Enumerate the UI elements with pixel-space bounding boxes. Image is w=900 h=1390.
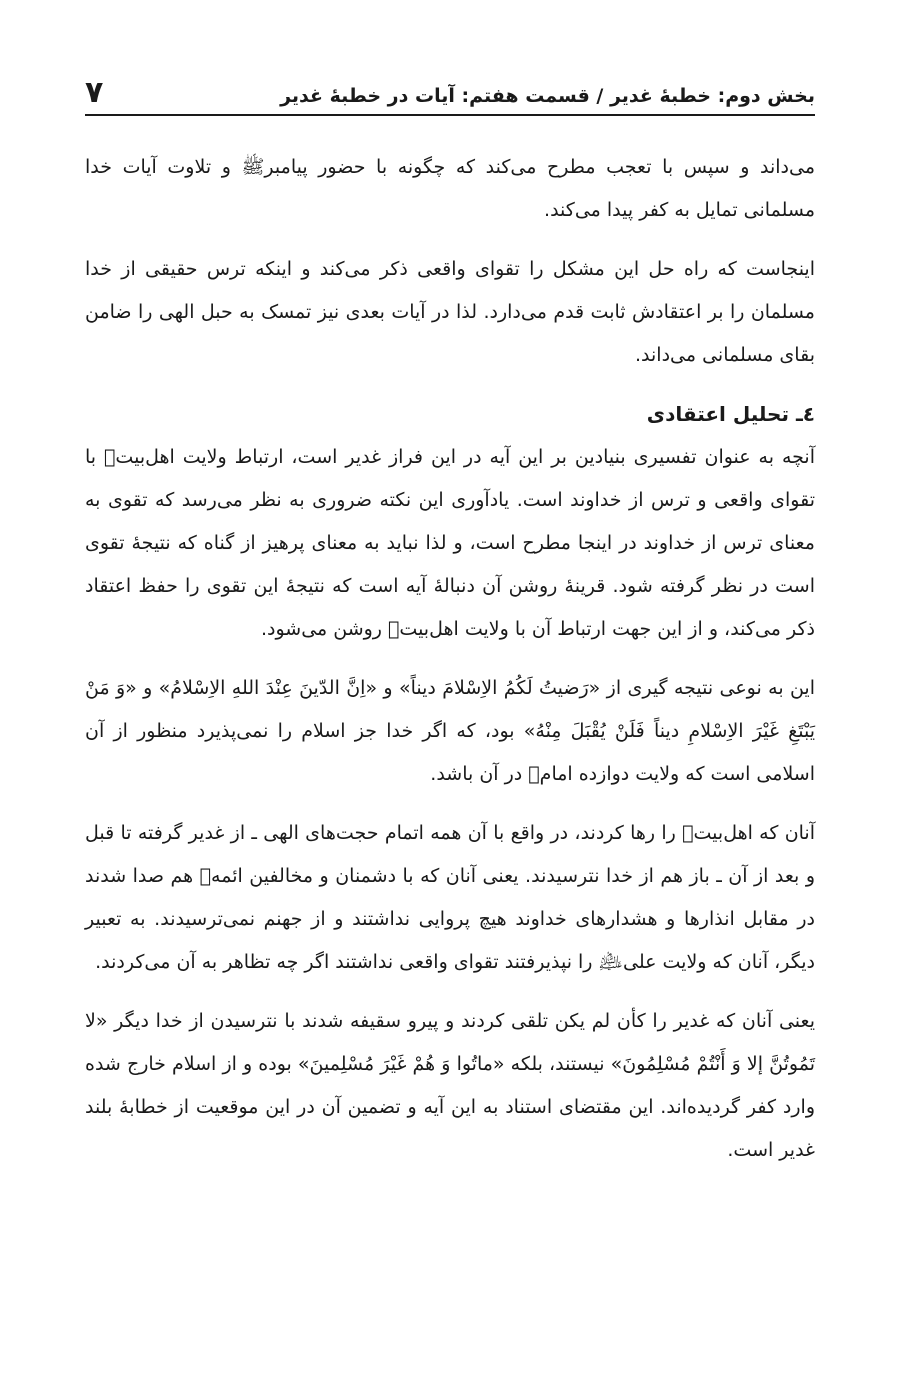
running-header-title: بخش دوم: خطبهٔ غدیر / قسمت هفتم: آیات در خطبهٔ غدیر	[280, 85, 815, 108]
paragraph-2: اینجاست که راه حل این مشکل را تقوای واقعی ذکر می‌کند و اینکه ترس حقیقی از خدا مسلمان را بر اعتقادش ثابت قدم می‌دارد. لذا در آیات بعدی نیز تمسک به حبل الهی را ضامن بقای مسلمانی می‌داند.	[85, 258, 815, 366]
paragraph-3: آنچه به عنوان تفسیری بنیادین بر این آیه در این فراز غدیر است، ارتباط ولایت اهل‌بیت‌﷩ با تقوای واقعی و ترس از خداوند است. یادآوری این نکته ضروری به نظر می‌رسد که تقوی به معنای ترس از خداوند در اینجا مطرح است، و لذا نباید به معنای پرهیز از گناه که نتیجهٔ تقوی است در نظر گرفته شود. قرینهٔ روشن آن دنبالهٔ آیه است که نتیجهٔ این تقوی را حفظ اعتقاد ذکر می‌کند، و از این جهت ارتباط آن با ولایت اهل‌بیت‌﷩ روشن می‌شود.	[85, 446, 815, 640]
section-heading: ٤ـ تحلیل اعتقادی	[646, 402, 815, 426]
paragraph-5: آنان که اهل‌بیت‌﷩ را رها کردند، در واقع با آن همه اتمام حجت‌های الهی ـ از غدیر گرفته تا قبل و بعد از آن ـ باز هم از خدا نترسیدند. یعنی آنان که با دشمنان و مخالفین ائمه﷩ هم صدا شدند در مقابل انذارها و هشدارهای خداوند هیچ پروایی نداشتند و از جهنم نمی‌ترسیدند. به تعبیر دیگر، آنان که ولایت علی﵇ را نپذیرفتند تقوای واقعی نداشتند اگر چه تظاهر به آن می‌کردند.	[85, 822, 815, 973]
page-header	[85, 60, 815, 116]
paragraph-4: این به نوعی نتیجه گیری از «رَضیتُ لَکُمُ الاِسْلامَ دیناً» و «اِنَّ الدّینَ عِنْدَ اللهِ الاِسْلامُ» و «وَ مَنْ یَبْتَغِ غَیْرَ الاِسْلامِ دیناً فَلَنْ یُقْبَلَ مِنْهُ» بود، که اگر خدا جز اسلام را نمی‌پذیرد منظور از آن اسلامی است که ولایت دوازده امام﷩ در آن باشد.	[85, 677, 815, 785]
paragraph-1: می‌داند و سپس با تعجب مطرح می‌کند که چگونه با حضور پیامبرﷺ و تلاوت آیات خدا مسلمانی تمایل به کفر پیدا می‌کند.	[85, 156, 815, 221]
page-number: ٧	[85, 75, 104, 110]
page-body	[85, 146, 815, 1172]
paragraph-6: یعنی آنان که غدیر را کأن لم یکن تلقی کردند و پیرو سقیفه شدند با نترسیدن از خدا دیگر «لا تَمُوتُنَّ إلا وَ أَنْتُمْ مُسْلِمُونَ» نیستند، بلکه «ماتُوا وَ هُمْ غَیْرَ مُسْلِمینَ» بوده و از اسلام خارج شده وارد کفر گردیده‌اند. این مقتضای استناد به این آیه و تضمین آن در این موقعیت از خطابهٔ بلند غدیر است.	[85, 1010, 815, 1161]
book-page	[85, 60, 815, 1360]
